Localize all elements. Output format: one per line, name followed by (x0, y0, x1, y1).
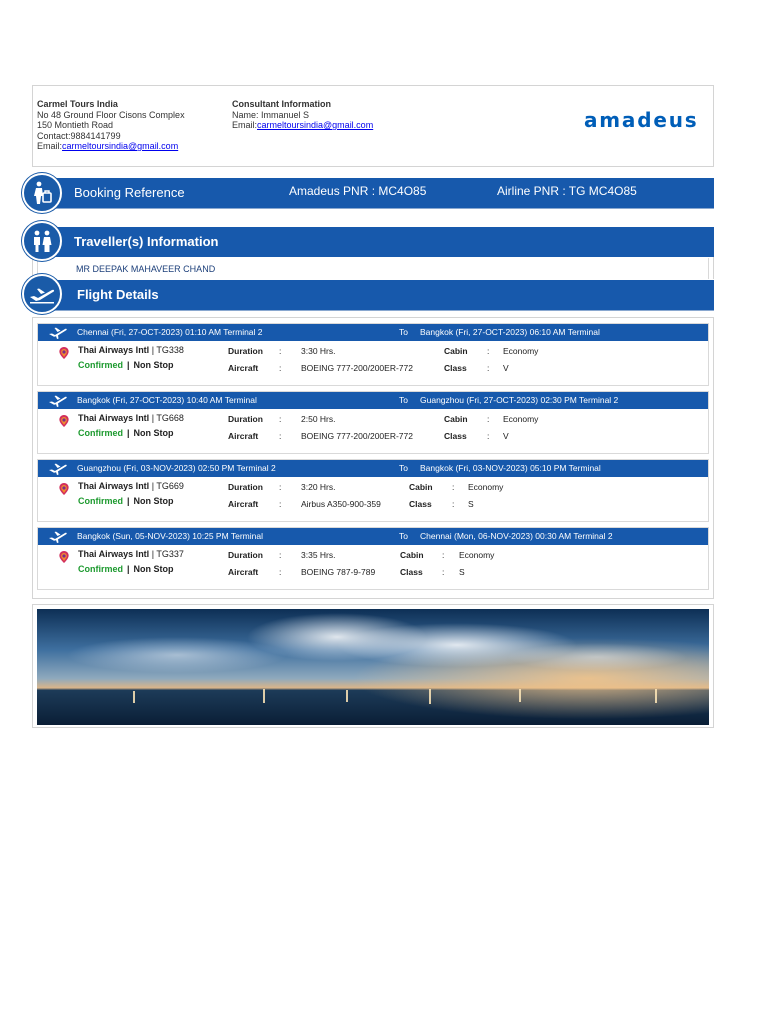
stops: Non Stop (133, 496, 174, 506)
airline-name: Thai Airways Intl (78, 549, 150, 559)
agency-info (37, 99, 185, 152)
class-value: V (503, 431, 509, 441)
flight-segment (37, 323, 709, 386)
booking-reference-bar (48, 178, 714, 208)
cabin-value: Economy (503, 346, 539, 356)
flight-segments (32, 317, 714, 599)
booking-reference-title: Booking Reference (74, 185, 185, 200)
consultant-email-row (232, 120, 373, 131)
travellers-bar (48, 227, 714, 257)
cabin-colon: : (452, 482, 455, 492)
stops: Non Stop (133, 564, 174, 574)
flight-number: TG337 (156, 549, 184, 559)
airline-flight: Thai Airways Intl | TG337 (78, 549, 184, 559)
class-colon: : (487, 363, 490, 373)
class-value: V (503, 363, 509, 373)
class-value: S (468, 499, 474, 509)
amadeus-pnr: Amadeus PNR : MC4O85 (289, 184, 427, 198)
departure-info: Bangkok (Fri, 27-OCT-2023) 10:40 AM Terminal (77, 395, 257, 405)
segment-header (38, 528, 708, 545)
aircraft-colon: : (279, 567, 282, 577)
booking-status: Confirmed (78, 496, 123, 506)
cabin-value: Economy (468, 482, 504, 492)
airline-name: Thai Airways Intl (78, 345, 150, 355)
cabin-label: Cabin (400, 550, 424, 560)
stops: Non Stop (133, 428, 174, 438)
class-label: Class (444, 363, 467, 373)
class-label: Class (444, 431, 467, 441)
plane-icon (48, 393, 68, 408)
consultant-email-label: Email: (232, 120, 258, 130)
to-label: To (399, 395, 408, 405)
booking-status: Confirmed (78, 360, 123, 370)
arrival-info: Bangkok (Fri, 03-NOV-2023) 05:10 PM Terminal (420, 463, 601, 473)
class-value: S (459, 567, 465, 577)
flight-takeoff-icon (22, 274, 62, 314)
amadeus-logo: amadeus (584, 108, 699, 132)
flight-details-bar (48, 280, 714, 310)
flight-number: TG668 (156, 413, 184, 423)
airline-flight: Thai Airways Intl | TG338 (78, 345, 184, 355)
aircraft-label: Aircraft (228, 431, 259, 441)
agency-address-line-1: No 48 Ground Floor Cisons Complex (37, 109, 185, 120)
duration-label: Duration (228, 414, 263, 424)
banner-frame (32, 604, 714, 728)
to-label: To (399, 327, 408, 337)
aircraft-label: Aircraft (228, 567, 259, 577)
arrival-info: Guangzhou (Fri, 27-OCT-2023) 02:30 PM Terminal 2 (420, 395, 619, 405)
booking-status: Confirmed (78, 564, 123, 574)
status-line: Confirmed | Non Stop (78, 564, 174, 574)
cabin-colon: : (442, 550, 445, 560)
departure-info: Guangzhou (Fri, 03-NOV-2023) 02:50 PM Terminal 2 (77, 463, 276, 473)
duration-colon: : (279, 346, 282, 356)
traveller-name: MR DEEPAK MAHAVEER CHAND (76, 264, 216, 274)
to-label: To (399, 463, 408, 473)
plane-icon (48, 325, 68, 340)
arrival-info: Bangkok (Fri, 27-OCT-2023) 06:10 AM Terminal (420, 327, 600, 337)
plane-icon (48, 529, 68, 544)
cabin-label: Cabin (444, 414, 468, 424)
agency-email-row (37, 141, 185, 152)
departure-info: Chennai (Fri, 27-OCT-2023) 01:10 AM Terminal 2 (77, 327, 263, 337)
aircraft-value: BOEING 777-200/200ER-772 (301, 363, 413, 373)
agency-email-label: Email: (37, 141, 63, 151)
thai-airways-logo-icon (56, 481, 72, 497)
flight-number: TG669 (156, 481, 184, 491)
duration-colon: : (279, 482, 282, 492)
consultant-name: Name: Immanuel S (232, 109, 310, 120)
flight-segment (37, 459, 709, 522)
airline-flight: Thai Airways Intl | TG669 (78, 481, 184, 491)
airline-pnr: Airline PNR : TG MC4O85 (497, 184, 637, 198)
airline-name: Thai Airways Intl (78, 413, 150, 423)
flight-details-title: Flight Details (77, 287, 159, 302)
cabin-colon: : (487, 414, 490, 424)
aircraft-colon: : (279, 499, 282, 509)
agency-contact: Contact:9884141799 (37, 130, 121, 141)
class-label: Class (400, 567, 423, 577)
duration-value: 3:35 Hrs. (301, 550, 336, 560)
cabin-colon: : (487, 346, 490, 356)
arrival-info: Chennai (Mon, 06-NOV-2023) 00:30 AM Terminal 2 (420, 531, 613, 541)
segment-header (38, 324, 708, 341)
traveller-luggage-icon (22, 173, 62, 213)
duration-value: 3:20 Hrs. (301, 482, 336, 492)
stops: Non Stop (133, 360, 174, 370)
flight-segment (37, 391, 709, 454)
duration-colon: : (279, 414, 282, 424)
thai-airways-logo-icon (56, 549, 72, 565)
consultant-heading: Consultant Information (232, 99, 331, 109)
agency-address-line-2: 150 Montieth Road (37, 120, 114, 130)
cabin-label: Cabin (444, 346, 468, 356)
class-label: Class (409, 499, 432, 509)
booking-status: Confirmed (78, 428, 123, 438)
aircraft-label: Aircraft (228, 499, 259, 509)
status-line: Confirmed | Non Stop (78, 496, 174, 506)
duration-label: Duration (228, 550, 263, 560)
aircraft-label: Aircraft (228, 363, 259, 373)
aircraft-colon: : (279, 431, 282, 441)
duration-label: Duration (228, 482, 263, 492)
aircraft-value: Airbus A350-900-359 (301, 499, 381, 509)
status-line: Confirmed | Non Stop (78, 428, 174, 438)
segment-header (38, 460, 708, 477)
thai-airways-logo-icon (56, 413, 72, 429)
class-colon: : (452, 499, 455, 509)
consultant-info (232, 99, 373, 131)
aircraft-value: BOEING 787-9-789 (301, 567, 376, 577)
duration-label: Duration (228, 346, 263, 356)
class-colon: : (487, 431, 490, 441)
flight-segment (37, 527, 709, 590)
plane-icon (48, 461, 68, 476)
agency-name: Carmel Tours India (37, 99, 118, 109)
travellers-icon (22, 221, 62, 261)
departure-info: Bangkok (Sun, 05-NOV-2023) 10:25 PM Terminal (77, 531, 263, 541)
cabin-value: Economy (503, 414, 539, 424)
segment-header (38, 392, 708, 409)
duration-value: 2:50 Hrs. (301, 414, 336, 424)
consultant-email-link[interactable]: carmeltoursindia@gmail.com (257, 120, 374, 130)
agency-email-link[interactable]: carmeltoursindia@gmail.com (62, 141, 179, 151)
duration-colon: : (279, 550, 282, 560)
duration-value: 3:30 Hrs. (301, 346, 336, 356)
thai-airways-logo-icon (56, 345, 72, 361)
cabin-value: Economy (459, 550, 495, 560)
cabin-label: Cabin (409, 482, 433, 492)
agency-header (32, 85, 714, 167)
airline-flight: Thai Airways Intl | TG668 (78, 413, 184, 423)
aircraft-value: BOEING 777-200/200ER-772 (301, 431, 413, 441)
status-line: Confirmed | Non Stop (78, 360, 174, 370)
to-label: To (399, 531, 408, 541)
class-colon: : (442, 567, 445, 577)
aircraft-colon: : (279, 363, 282, 373)
flight-number: TG338 (156, 345, 184, 355)
airline-name: Thai Airways Intl (78, 481, 150, 491)
travellers-title: Traveller(s) Information (74, 234, 219, 249)
seascape-banner-image (37, 609, 709, 725)
